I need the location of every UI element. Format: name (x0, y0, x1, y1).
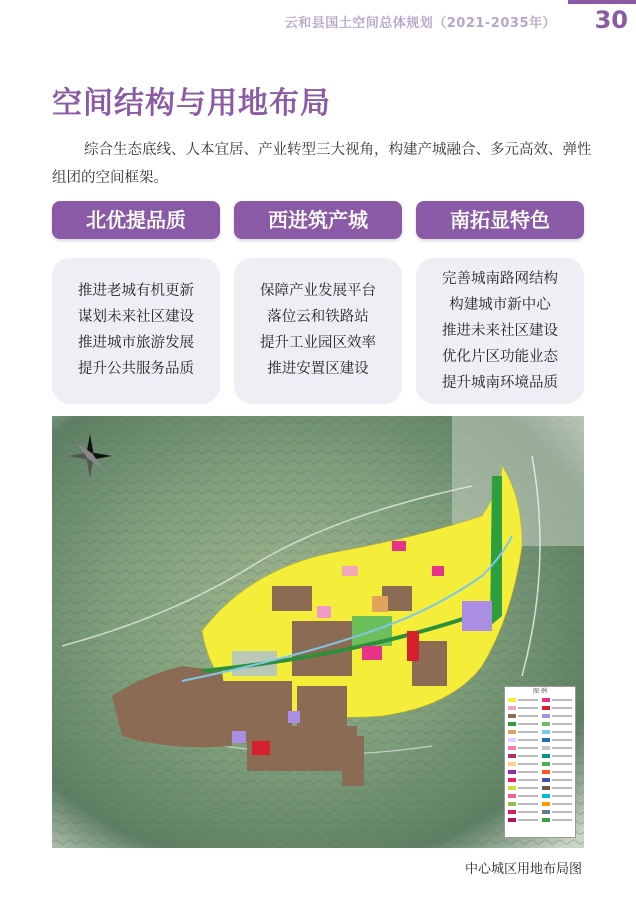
land-use-map (52, 416, 584, 848)
column-header-south: 南拓显特色 (416, 201, 584, 239)
map-legend-swatches (505, 696, 575, 834)
intro-paragraph: 综合生态底线、人本宜居、产业转型三大视角，构建产城融合、多元高效、弹性组团的空间框架。 (52, 142, 592, 186)
column-box-north (52, 258, 220, 404)
list-item: 保障产业发展平台 (260, 283, 376, 299)
list-item: 优化片区功能业态 (442, 349, 558, 365)
list-item: 完善城南路网结构 (442, 271, 558, 287)
list-item: 谋划未来社区建设 (78, 309, 194, 325)
column-header-west: 西进筑产城 (234, 201, 402, 239)
column-box-south (416, 258, 584, 404)
page-number-bar (568, 0, 636, 4)
list-item: 提升工业园区效率 (260, 335, 376, 351)
map-legend-title: 图 例 (533, 688, 547, 695)
column-box-west (234, 258, 402, 404)
list-item: 推进老城有机更新 (78, 283, 194, 299)
document-title: 云和县国土空间总体规划（2021-2035年） (284, 16, 556, 31)
map-caption: 中心城区用地布局图 (464, 862, 582, 877)
list-item: 落位云和铁路站 (267, 309, 369, 325)
list-item: 构建城市新中心 (449, 297, 551, 313)
list-item: 推进未来社区建设 (442, 323, 558, 339)
list-item: 提升公共服务品质 (78, 361, 194, 377)
section-title: 空间结构与用地布局 (52, 86, 331, 121)
list-item: 提升城南环境品质 (442, 375, 558, 391)
column-header-north: 北优提品质 (52, 201, 220, 239)
page-header (0, 0, 636, 40)
page-number: 30 (594, 6, 628, 34)
list-item: 推进安置区建设 (267, 361, 369, 377)
list-item: 推进城市旅游发展 (78, 335, 194, 351)
map-legend (504, 686, 576, 838)
